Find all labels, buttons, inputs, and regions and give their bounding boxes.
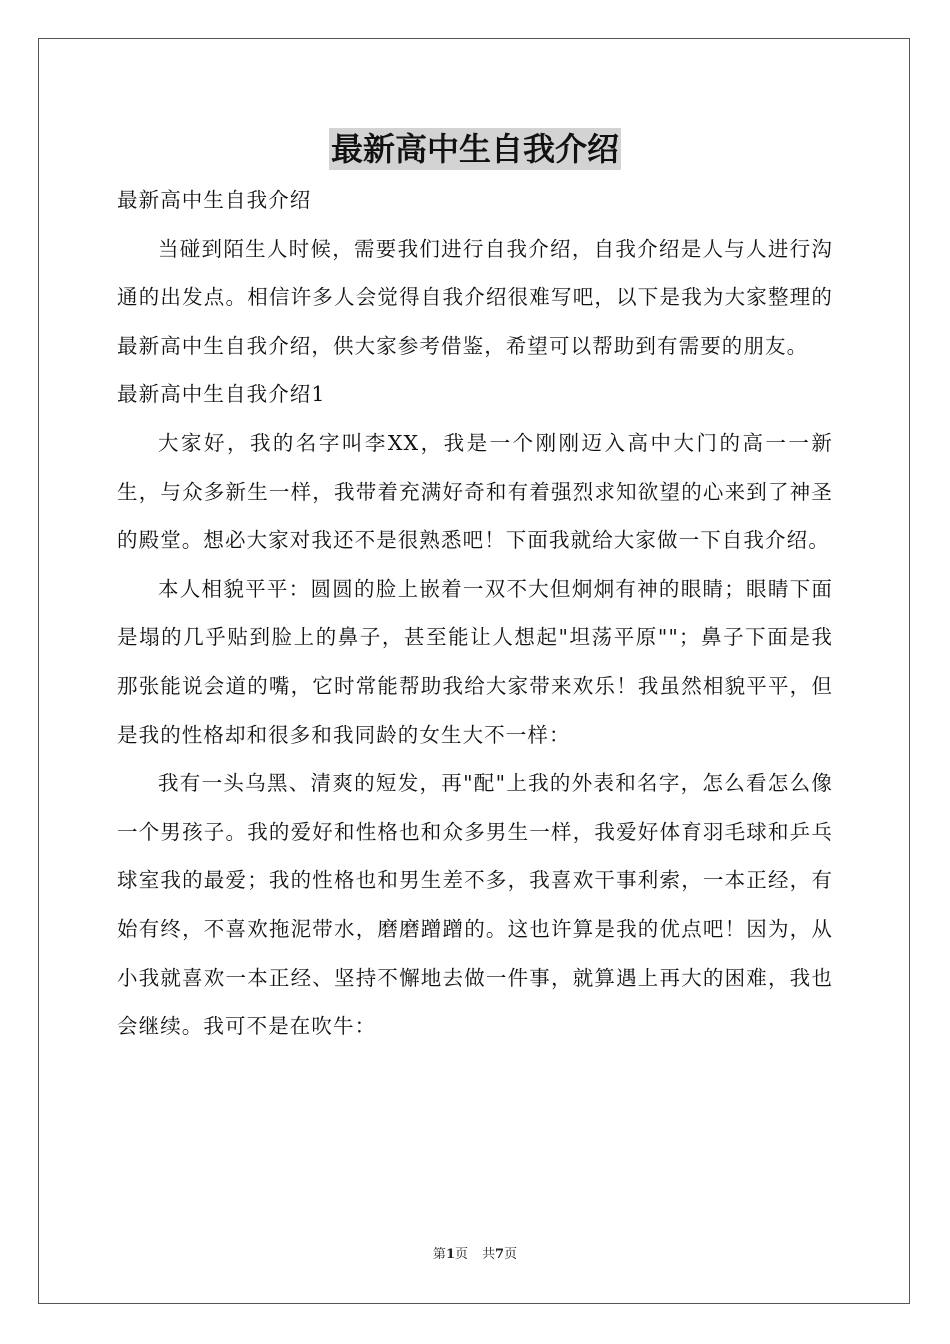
title-container [0, 128, 950, 170]
document-title: 最新高中生自我介绍 [330, 130, 619, 168]
page-footer [0, 1246, 950, 1264]
total-suffix: 页 [504, 1247, 518, 1262]
paragraph: 当碰到陌生人时候，需要我们进行自我介绍，自我介绍是人与人进行沟通的出发点。相信许多人会觉得自我介绍很难写吧，以下是我为大家整理的最新高中生自我介绍，供大家参考借鉴，希望可以帮助到有需要的朋友。 [117, 236, 833, 358]
paragraph: 本人相貌平平：圆圆的脸上嵌着一双不大但炯炯有神的眼睛；眼睛下面是塌的几乎贴到脸上的鼻子，甚至能让人想起"坦荡平原""；鼻子下面是我那张能说会道的嘴，它时常能帮助我给大家带来欢乐！我虽然相貌平平，但是我的性格却和很多和我同龄的女生大不一样： [117, 576, 833, 747]
total-prefix: 共 [482, 1247, 496, 1262]
paragraph: 我有一头乌黑、清爽的短发，再"配"上我的外表和名字，怎么看怎么像一个男孩子。我的爱好和性格也和众多男生一样，我爱好体育羽毛球和乒乓球室我的最爱；我的性格也和男生差不多，我喜欢干事利索，一本正经，有始有终，不喜欢拖泥带水，磨磨蹭蹭的。这也许算是我的优点吧！因为，从小我就喜欢一本正经、坚持不懈地去做一件事，就算遇上再大的困难，我也会继续。我可不是在吹牛： [117, 771, 833, 1039]
page-total: 7 [495, 1247, 505, 1262]
paragraph: 大家好，我的名字叫李XX，我是一个刚刚迈入高中大门的高一一新生，与众多新生一样，我带着充满好奇和有着强烈求知欲望的心来到了神圣的殿堂。想必大家对我还不是很熟悉吧！下面我就给大家做一下自我介绍。 [117, 430, 833, 553]
page-prefix: 第 [432, 1247, 446, 1262]
paragraph: 最新高中生自我介绍1 [117, 382, 326, 407]
document-body [117, 176, 833, 1051]
paragraph: 最新高中生自我介绍 [117, 188, 312, 212]
page-suffix: 页 [454, 1247, 468, 1262]
page-current: 1 [445, 1247, 455, 1262]
